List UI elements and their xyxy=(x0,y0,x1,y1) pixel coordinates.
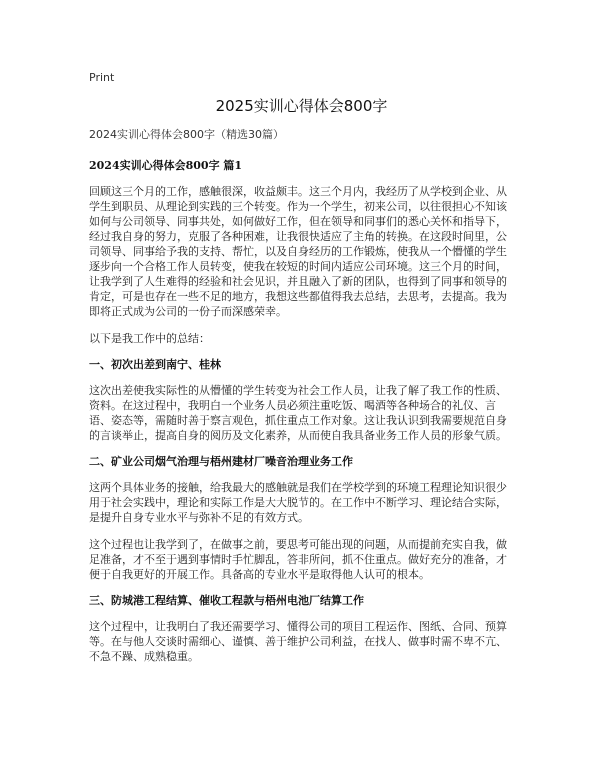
intro-paragraph: 回顾这三个月的工作，感触很深，收益颇丰。这三个月内，我经历了从学校到企业、从学生到职员、从理论到实践的三个转变。作为一个学生，初来公司，以往很担心不知该如何与公司领导、同事共处，如何做好工作，但在领导和同事们的悉心关怀和指导下，经过我自身的努力，克服了各种困难，让我很快适应了主角的转换。在这段时间里，公司领导、同事给予我的支持、帮忙，以及自身经历的工作锻炼，使我从一个懵懂的学生逐步向一个合格工作人员转变，使我在较短的时间内适应公司环境。这三个月的时间，让我学到了人生难得的经验和社会见识，并且融入了新的团队，也得到了同事和领导的肯定，可是也存在一些不足的地方，我想这些都值得我去总结，去思考，去提高。我为即将正式成为公司的一份子而深感荣幸。 xyxy=(89,185,507,318)
section-2-heading: 二、矿业公司烟气治理与梧州建材厂噪音治理业务工作 xyxy=(89,455,353,468)
section-3-heading: 三、防城港工程结算、催收工程款与梧州电池厂结算工作 xyxy=(89,594,364,607)
section-3-paragraph: 这个过程中，让我明白了我还需要学习、懂得公司的项目工程运作、图纸、合同、预算等。在与他人交谈时需细心、谨慎、善于维护公司利益，在找人、做事时需不卑不亢、不急不躁、成熟稳重。 xyxy=(89,620,507,663)
section-1-heading: 一、初次出差到南宁、桂林 xyxy=(89,358,221,371)
page-title: 2025实训心得体会800字 xyxy=(215,97,388,115)
print-link[interactable]: Print xyxy=(89,71,115,84)
section-2-paragraph-1: 这两个具体业务的接触，给我最大的感触就是我们在学校学到的环境工程理论知识很少用于社会实践中，理论和实际工作是大大脱节的。在工作中不断学习、理论结合实际，是提升自身专业水平与弥补不足的有效方式。 xyxy=(89,481,507,524)
document-subtitle: 2024实训心得体会800字（精选30篇） xyxy=(89,128,284,141)
section-2-paragraph-2: 这个过程也让我学到了，在做事之前，要思考可能出现的问题，从而提前充实自我，做足准备，才不至于遇到事情时手忙脚乱，答非所问，抓不住重点。做好充分的准备，才便于自我更好的开展工作。具备高的专业水平是取得他人认可的根本。 xyxy=(89,538,507,581)
summary-intro: 以下是我工作中的总结： xyxy=(89,332,210,345)
section-1-paragraph: 这次出差使我实际性的从懵懂的学生转变为社会工作人员，让我了解了我工作的性质、资料。在这过程中，我明白一个业务人员必须注重吃饭、喝酒等各种场合的礼仪、言语、姿态等，需随时善于察言观色，抓住重点工作对象。这让我认识到我需要规范自身的言谈举止，提高自身的阅历及文化素养，从而使自我具备业务工作人员的形象气质。 xyxy=(89,384,507,442)
article-body xyxy=(89,159,514,676)
article-heading: 2024实训心得体会800字 篇1 xyxy=(89,159,243,172)
